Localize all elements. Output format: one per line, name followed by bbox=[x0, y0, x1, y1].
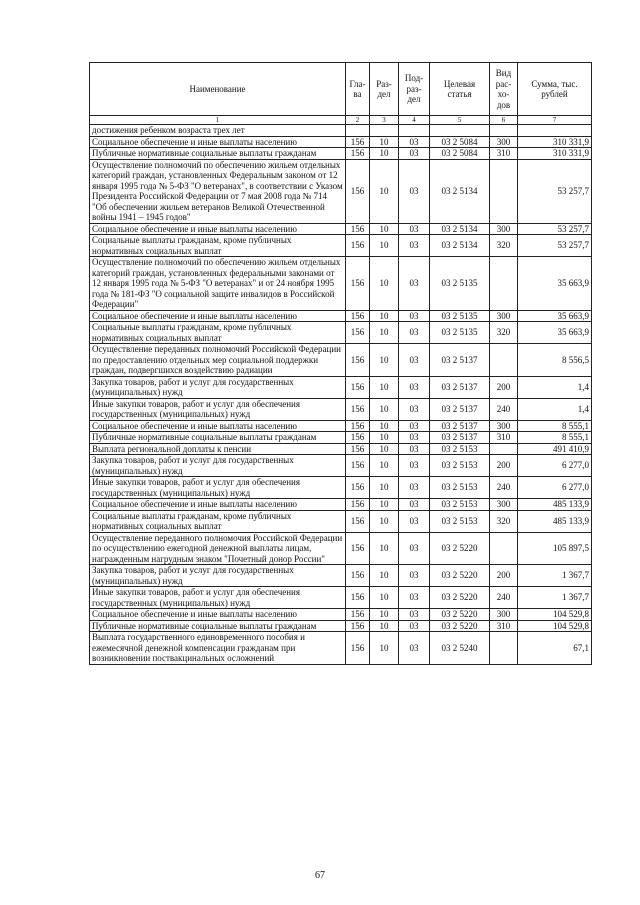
row-section: 10 bbox=[370, 510, 399, 532]
table-row bbox=[90, 609, 592, 621]
row-subsection: 03 bbox=[399, 310, 430, 322]
column-number: 7 bbox=[518, 116, 592, 125]
row-target: 03 2 5137 bbox=[430, 398, 490, 420]
column-number-row bbox=[90, 116, 592, 125]
table-row bbox=[90, 257, 592, 311]
row-target: 03 2 5240 bbox=[430, 632, 490, 665]
row-expense-type: 200 bbox=[490, 455, 518, 477]
row-subsection: 03 bbox=[399, 159, 430, 223]
row-target: 03 2 5153 bbox=[430, 477, 490, 499]
row-sum bbox=[518, 125, 592, 137]
header-name: Наименование bbox=[90, 63, 346, 116]
row-subsection: 03 bbox=[399, 455, 430, 477]
row-sum: 1 367,7 bbox=[518, 587, 592, 609]
row-subsection: 03 bbox=[399, 587, 430, 609]
row-name: Социальное обеспечение и иные выплаты населению bbox=[90, 223, 346, 235]
table-row bbox=[90, 565, 592, 587]
row-chapter: 156 bbox=[346, 136, 370, 148]
row-expense-type: 300 bbox=[490, 499, 518, 511]
row-sum: 1,4 bbox=[518, 398, 592, 420]
row-name: Осуществление полномочий по обеспечению жильем отдельных категорий граждан, установленных Федеральным законом от 12 января 1995 года № 5-ФЗ "О ветеранах", в соответствии с Указом Президента Российской Федерации от 7 мая 2008 года № 714 "Об обеспечении жильем ветеранов Великой Отечественной войны 1941 – 1945 годов" bbox=[90, 159, 346, 223]
row-target: 03 2 5220 bbox=[430, 565, 490, 587]
table-row bbox=[90, 632, 592, 665]
table-row bbox=[90, 125, 592, 137]
table-row bbox=[90, 322, 592, 344]
row-subsection: 03 bbox=[399, 443, 430, 455]
row-target: 03 2 5084 bbox=[430, 148, 490, 160]
row-expense-type: 240 bbox=[490, 587, 518, 609]
row-name: Публичные нормативные социальные выплаты гражданам bbox=[90, 148, 346, 160]
row-section: 10 bbox=[370, 420, 399, 432]
row-name: Закупка товаров, работ и услуг для государственных (муниципальных) нужд bbox=[90, 565, 346, 587]
table-row bbox=[90, 432, 592, 444]
row-name: Иные закупки товаров, работ и услуг для обеспечения государственных (муниципальных) нужд bbox=[90, 477, 346, 499]
row-target: 03 2 5134 bbox=[430, 223, 490, 235]
row-name: Выплата государственного единовременного пособия и ежемесячной денежной компенсации гражданам при возникновении поствакцинальных осложнений bbox=[90, 632, 346, 665]
row-section: 10 bbox=[370, 620, 399, 632]
row-section: 10 bbox=[370, 432, 399, 444]
row-subsection: 03 bbox=[399, 432, 430, 444]
row-chapter: 156 bbox=[346, 620, 370, 632]
row-subsection: 03 bbox=[399, 565, 430, 587]
table-row bbox=[90, 477, 592, 499]
row-section: 10 bbox=[370, 398, 399, 420]
row-name: Социальное обеспечение и иные выплаты населению bbox=[90, 499, 346, 511]
row-sum: 8 555,1 bbox=[518, 420, 592, 432]
table-row bbox=[90, 223, 592, 235]
row-chapter: 156 bbox=[346, 510, 370, 532]
row-sum: 1,4 bbox=[518, 376, 592, 398]
row-section: 10 bbox=[370, 376, 399, 398]
column-number: 5 bbox=[430, 116, 490, 125]
row-expense-type bbox=[490, 257, 518, 311]
table-row bbox=[90, 159, 592, 223]
header-expense-type: Вид рас-хо-дов bbox=[490, 63, 518, 116]
row-chapter: 156 bbox=[346, 235, 370, 257]
row-section: 10 bbox=[370, 223, 399, 235]
row-section: 10 bbox=[370, 499, 399, 511]
row-expense-type bbox=[490, 632, 518, 665]
row-section: 10 bbox=[370, 159, 399, 223]
row-chapter: 156 bbox=[346, 443, 370, 455]
header-row bbox=[90, 63, 592, 116]
row-section: 10 bbox=[370, 344, 399, 377]
table-row bbox=[90, 398, 592, 420]
row-section: 10 bbox=[370, 257, 399, 311]
row-subsection bbox=[399, 125, 430, 137]
row-chapter: 156 bbox=[346, 159, 370, 223]
row-subsection: 03 bbox=[399, 632, 430, 665]
row-target: 03 2 5153 bbox=[430, 510, 490, 532]
row-name: достижения ребенком возраста трех лет bbox=[90, 125, 346, 137]
row-subsection: 03 bbox=[399, 257, 430, 311]
table-row bbox=[90, 455, 592, 477]
row-chapter: 156 bbox=[346, 322, 370, 344]
row-chapter: 156 bbox=[346, 587, 370, 609]
row-sum: 53 257,7 bbox=[518, 223, 592, 235]
row-chapter: 156 bbox=[346, 376, 370, 398]
row-target: 03 2 5135 bbox=[430, 322, 490, 344]
page-number: 67 bbox=[315, 870, 325, 881]
row-sum: 1 367,7 bbox=[518, 565, 592, 587]
budget-table bbox=[89, 62, 592, 665]
row-name: Социальное обеспечение и иные выплаты населению bbox=[90, 136, 346, 148]
row-chapter: 156 bbox=[346, 455, 370, 477]
row-expense-type: 300 bbox=[490, 136, 518, 148]
row-expense-type bbox=[490, 159, 518, 223]
row-name: Закупка товаров, работ и услуг для государственных (муниципальных) нужд bbox=[90, 376, 346, 398]
row-chapter: 156 bbox=[346, 565, 370, 587]
row-section: 10 bbox=[370, 632, 399, 665]
row-sum: 105 897,5 bbox=[518, 532, 592, 565]
row-name: Осуществление полномочий по обеспечению жильем отдельных категорий граждан, установленных федеральными законами от 12 января 1995 года № 5-ФЗ "О ветеранах" и от 24 ноября 1995 года № 181-ФЗ "О социальной защите инвалидов в Российской Федерации" bbox=[90, 257, 346, 311]
row-target: 03 2 5153 bbox=[430, 443, 490, 455]
column-number: 3 bbox=[370, 116, 399, 125]
row-subsection: 03 bbox=[399, 609, 430, 621]
row-sum: 35 663,9 bbox=[518, 322, 592, 344]
row-name: Осуществление переданных полномочий Российской Федерации по предоставлению отдельных мер социальной поддержки граждан, подвергшихся воздействию радиации bbox=[90, 344, 346, 377]
row-name: Социальные выплаты гражданам, кроме публичных нормативных социальных выплат bbox=[90, 235, 346, 257]
row-section: 10 bbox=[370, 609, 399, 621]
row-target: 03 2 5220 bbox=[430, 532, 490, 565]
table-row bbox=[90, 420, 592, 432]
row-chapter: 156 bbox=[346, 499, 370, 511]
row-name: Социальное обеспечение и иные выплаты населению bbox=[90, 310, 346, 322]
column-number: 1 bbox=[90, 116, 346, 125]
table-row bbox=[90, 510, 592, 532]
column-number: 2 bbox=[346, 116, 370, 125]
row-target: 03 2 5084 bbox=[430, 136, 490, 148]
row-sum: 485 133,9 bbox=[518, 499, 592, 511]
row-subsection: 03 bbox=[399, 344, 430, 377]
row-chapter bbox=[346, 125, 370, 137]
column-number: 4 bbox=[399, 116, 430, 125]
row-expense-type bbox=[490, 443, 518, 455]
row-expense-type: 320 bbox=[490, 235, 518, 257]
row-sum: 6 277,0 bbox=[518, 477, 592, 499]
row-subsection: 03 bbox=[399, 398, 430, 420]
row-expense-type: 300 bbox=[490, 223, 518, 235]
row-expense-type: 300 bbox=[490, 310, 518, 322]
row-expense-type: 320 bbox=[490, 510, 518, 532]
row-name: Социальное обеспечение и иные выплаты населению bbox=[90, 609, 346, 621]
table-row bbox=[90, 148, 592, 160]
row-section: 10 bbox=[370, 148, 399, 160]
row-chapter: 156 bbox=[346, 432, 370, 444]
row-subsection: 03 bbox=[399, 235, 430, 257]
row-section: 10 bbox=[370, 477, 399, 499]
row-sum: 67,1 bbox=[518, 632, 592, 665]
row-expense-type: 320 bbox=[490, 322, 518, 344]
row-target: 03 2 5220 bbox=[430, 609, 490, 621]
row-subsection: 03 bbox=[399, 322, 430, 344]
row-expense-type: 310 bbox=[490, 432, 518, 444]
row-name: Иные закупки товаров, работ и услуг для обеспечения государственных (муниципальных) нужд bbox=[90, 398, 346, 420]
row-name: Публичные нормативные социальные выплаты гражданам bbox=[90, 620, 346, 632]
table-row bbox=[90, 532, 592, 565]
row-target: 03 2 5220 bbox=[430, 620, 490, 632]
row-expense-type: 240 bbox=[490, 398, 518, 420]
row-sum: 8 556,5 bbox=[518, 344, 592, 377]
row-sum: 104 529,8 bbox=[518, 620, 592, 632]
row-subsection: 03 bbox=[399, 376, 430, 398]
row-subsection: 03 bbox=[399, 499, 430, 511]
row-name: Выплата региональной доплаты к пенсии bbox=[90, 443, 346, 455]
row-subsection: 03 bbox=[399, 148, 430, 160]
row-name: Иные закупки товаров, работ и услуг для обеспечения государственных (муниципальных) нужд bbox=[90, 587, 346, 609]
row-name: Социальные выплаты гражданам, кроме публичных нормативных социальных выплат bbox=[90, 510, 346, 532]
row-sum: 491 410,9 bbox=[518, 443, 592, 455]
row-chapter: 156 bbox=[346, 420, 370, 432]
row-name: Осуществление переданного полномочия Российской Федерации по осуществлению ежегодной денежной выплаты лицам, награжденным нагрудным знаком "Почетный донор России" bbox=[90, 532, 346, 565]
row-chapter: 156 bbox=[346, 398, 370, 420]
row-subsection: 03 bbox=[399, 620, 430, 632]
row-section: 10 bbox=[370, 235, 399, 257]
row-expense-type: 300 bbox=[490, 420, 518, 432]
row-name: Социальное обеспечение и иные выплаты населению bbox=[90, 420, 346, 432]
table-row bbox=[90, 499, 592, 511]
table-body bbox=[90, 125, 592, 665]
row-chapter: 156 bbox=[346, 310, 370, 322]
row-sum: 35 663,9 bbox=[518, 257, 592, 311]
row-section bbox=[370, 125, 399, 137]
row-sum: 310 331,9 bbox=[518, 136, 592, 148]
row-target: 03 2 5220 bbox=[430, 587, 490, 609]
table-row bbox=[90, 235, 592, 257]
row-expense-type: 200 bbox=[490, 565, 518, 587]
row-target bbox=[430, 125, 490, 137]
row-target: 03 2 5135 bbox=[430, 257, 490, 311]
row-chapter: 156 bbox=[346, 632, 370, 665]
row-expense-type bbox=[490, 532, 518, 565]
table-row bbox=[90, 620, 592, 632]
row-sum: 53 257,7 bbox=[518, 235, 592, 257]
row-name: Закупка товаров, работ и услуг для государственных (муниципальных) нужд bbox=[90, 455, 346, 477]
row-target: 03 2 5153 bbox=[430, 455, 490, 477]
row-expense-type: 200 bbox=[490, 376, 518, 398]
row-section: 10 bbox=[370, 136, 399, 148]
row-subsection: 03 bbox=[399, 510, 430, 532]
row-target: 03 2 5137 bbox=[430, 376, 490, 398]
row-expense-type bbox=[490, 344, 518, 377]
row-subsection: 03 bbox=[399, 420, 430, 432]
row-target: 03 2 5137 bbox=[430, 420, 490, 432]
row-section: 10 bbox=[370, 443, 399, 455]
row-expense-type: 310 bbox=[490, 620, 518, 632]
table-row bbox=[90, 376, 592, 398]
header-chapter: Гла-ва bbox=[346, 63, 370, 116]
row-expense-type: 240 bbox=[490, 477, 518, 499]
table-row bbox=[90, 344, 592, 377]
row-chapter: 156 bbox=[346, 344, 370, 377]
row-name: Публичные нормативные социальные выплаты гражданам bbox=[90, 432, 346, 444]
row-sum: 35 663,9 bbox=[518, 310, 592, 322]
column-number: 6 bbox=[490, 116, 518, 125]
row-sum: 8 555,1 bbox=[518, 432, 592, 444]
row-section: 10 bbox=[370, 532, 399, 565]
row-name: Социальные выплаты гражданам, кроме публичных нормативных социальных выплат bbox=[90, 322, 346, 344]
row-subsection: 03 bbox=[399, 223, 430, 235]
row-sum: 310 331,9 bbox=[518, 148, 592, 160]
row-chapter: 156 bbox=[346, 532, 370, 565]
row-target: 03 2 5137 bbox=[430, 344, 490, 377]
table-row bbox=[90, 136, 592, 148]
row-sum: 485 133,9 bbox=[518, 510, 592, 532]
row-expense-type bbox=[490, 125, 518, 137]
row-section: 10 bbox=[370, 322, 399, 344]
row-subsection: 03 bbox=[399, 532, 430, 565]
row-target: 03 2 5137 bbox=[430, 432, 490, 444]
row-expense-type: 310 bbox=[490, 148, 518, 160]
row-expense-type: 300 bbox=[490, 609, 518, 621]
row-section: 10 bbox=[370, 455, 399, 477]
header-section: Раз-дел bbox=[370, 63, 399, 116]
row-target: 03 2 5134 bbox=[430, 235, 490, 257]
header-sum: Сумма, тыс. рублей bbox=[518, 63, 592, 116]
header-subsection: Под-раз-дел bbox=[399, 63, 430, 116]
row-section: 10 bbox=[370, 310, 399, 322]
row-sum: 104 529,8 bbox=[518, 609, 592, 621]
table-row bbox=[90, 587, 592, 609]
table-row bbox=[90, 310, 592, 322]
row-target: 03 2 5153 bbox=[430, 499, 490, 511]
header-target: Целевая статья bbox=[430, 63, 490, 116]
row-chapter: 156 bbox=[346, 609, 370, 621]
table-row bbox=[90, 443, 592, 455]
row-chapter: 156 bbox=[346, 223, 370, 235]
row-chapter: 156 bbox=[346, 148, 370, 160]
row-target: 03 2 5135 bbox=[430, 310, 490, 322]
row-target: 03 2 5134 bbox=[430, 159, 490, 223]
row-chapter: 156 bbox=[346, 477, 370, 499]
row-subsection: 03 bbox=[399, 136, 430, 148]
row-section: 10 bbox=[370, 587, 399, 609]
row-sum: 6 277,0 bbox=[518, 455, 592, 477]
row-section: 10 bbox=[370, 565, 399, 587]
row-chapter: 156 bbox=[346, 257, 370, 311]
row-sum: 53 257,7 bbox=[518, 159, 592, 223]
row-subsection: 03 bbox=[399, 477, 430, 499]
